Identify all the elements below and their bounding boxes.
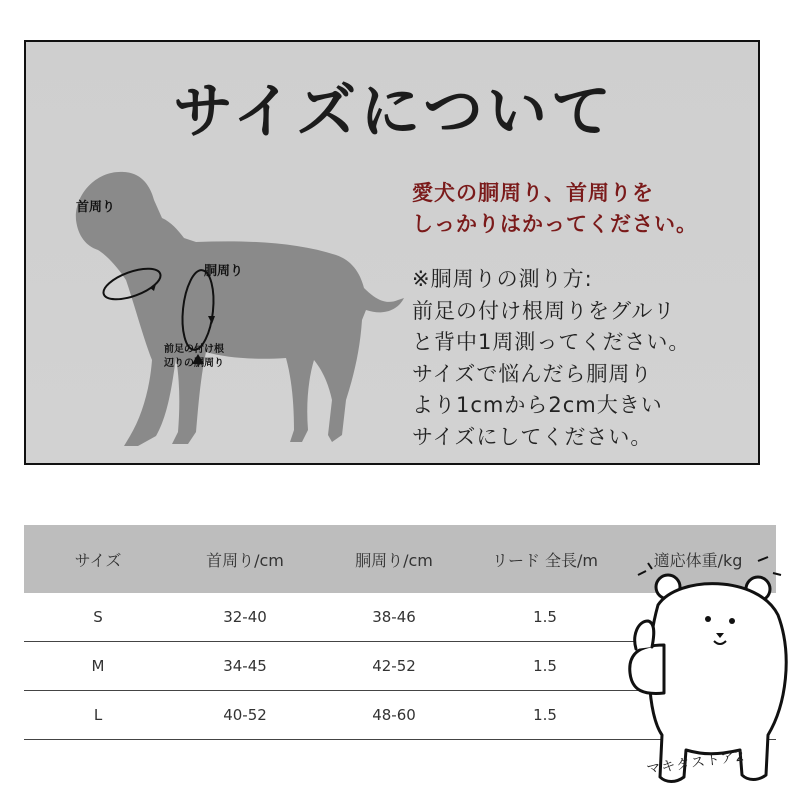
how-to-line-5: より1cmから2cm大きい: [412, 393, 663, 417]
cell-chest: 42-52: [372, 657, 416, 675]
size-info-panel: [24, 40, 760, 465]
notice-line-2: しっかりはかってください。: [412, 212, 698, 236]
header-size: サイズ: [74, 550, 122, 570]
how-to-measure: [412, 264, 752, 453]
how-to-line-6: サイズにしてください。: [412, 424, 653, 449]
cell-neck: 34-45: [223, 657, 267, 675]
cell-neck: 32-40: [223, 608, 267, 626]
how-to-line-4: サイズで悩んだら胴周り: [412, 361, 653, 386]
chest-label: 胴周り: [204, 264, 244, 279]
leg-label-line-2: 辺りの胴周り: [164, 358, 224, 369]
leg-label-line-1: 前足の付け根: [164, 344, 224, 355]
how-to-line-2: 前足の付け根周りをグルリ: [412, 298, 676, 323]
cell-leash: 1.5: [533, 706, 557, 724]
header-neck: 首周り/cm: [206, 550, 284, 570]
header-weight: 適応体重/kg: [653, 550, 743, 570]
measurement-notice: [412, 178, 752, 240]
cell-size: M: [91, 657, 105, 675]
cell-size: S: [93, 608, 103, 626]
cell-chest: 48-60: [372, 706, 416, 724]
how-to-line-3: と背中1周測ってください。: [412, 330, 691, 354]
header-chest: 胴周り/cm: [355, 550, 433, 570]
cell-size: L: [93, 706, 103, 724]
cell-leash: 1.5: [533, 608, 557, 626]
mascot-brand-text: マキタストア2: [645, 748, 747, 778]
how-to-line-1: ※胴周りの測り方:: [412, 267, 593, 291]
notice-line-1: 愛犬の胴周り、首周りを: [412, 181, 654, 205]
cell-neck: 40-52: [223, 706, 267, 724]
page-title: サイズについて: [173, 77, 615, 147]
cell-leash: 1.5: [533, 657, 557, 675]
neck-label: 首周り: [76, 200, 116, 215]
header-leash: リード 全長/m: [491, 550, 599, 570]
cell-chest: 38-46: [372, 608, 416, 626]
dog-silhouette: [76, 172, 404, 446]
